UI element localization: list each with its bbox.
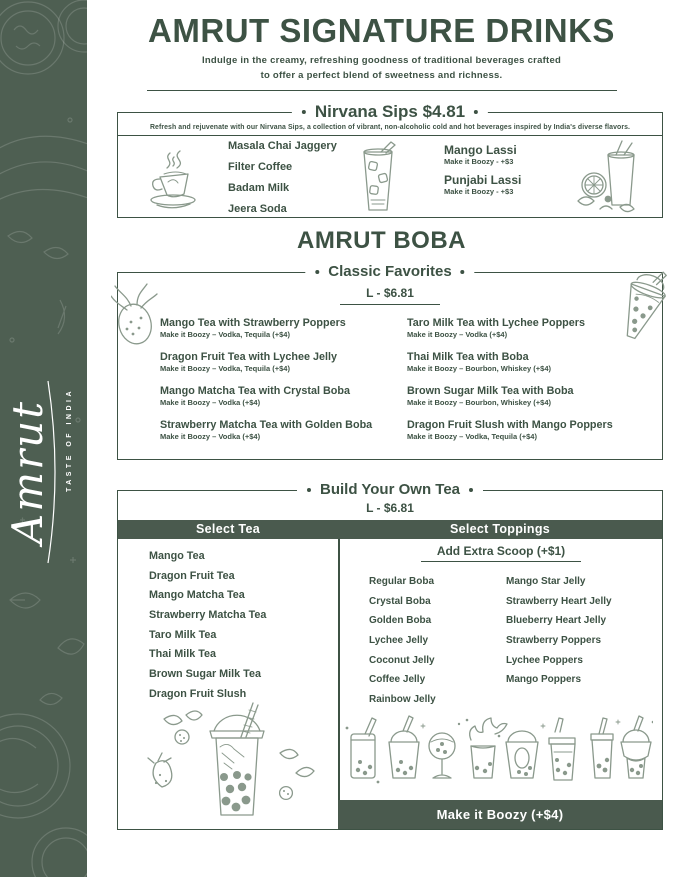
boba-cups-row-icon [345, 712, 653, 794]
page-title: AMRUT SIGNATURE DRINKS [148, 12, 615, 49]
item-name: Dragon Fruit Slush with Mango Poppers [407, 419, 613, 431]
sidebar [0, 0, 87, 877]
brand-logo [3, 362, 70, 582]
tea-option: Brown Sugar Milk Tea [149, 668, 261, 681]
tea-option: Dragon Fruit Tea [149, 569, 235, 582]
menu-item [444, 174, 521, 196]
item-name: Punjabi Lassi [444, 173, 522, 187]
topping-option: Rainbow Jelly [369, 694, 436, 706]
classic-favorites-title-row [305, 263, 474, 280]
select-tea-header: Select Tea [196, 522, 260, 536]
menu-item [407, 317, 613, 339]
bullet-dot-icon [307, 488, 311, 492]
tilted-boba-cup-icon [612, 267, 672, 353]
classic-price-row [118, 284, 662, 305]
menu-item [160, 419, 372, 441]
build-title-row [297, 481, 483, 498]
build-title: Build Your Own Tea [319, 481, 461, 498]
tea-option: Dragon Fruit Slush [149, 687, 247, 700]
item-name: Mango Matcha Tea with Crystal Boba [160, 385, 350, 397]
build-table-header [118, 520, 662, 539]
boba-cup-with-berries-icon [134, 701, 339, 823]
item-boozy-note: Make it Boozy – Bourbon, Whiskey (+$4) [407, 398, 551, 407]
amrut-boba-heading: AMRUT BOBA [297, 227, 466, 254]
item-boozy-note: Make it Boozy – Vodka, Tequila (+$4) [407, 432, 537, 441]
topping-option: Coconut Jelly [369, 654, 435, 666]
nirvana-tagline: Refresh and rejuvenate with our Nirvana Sips, a collection of vibrant, non-alcoholic cold and hot beverages inspired by India's diverse flavors. [118, 113, 662, 136]
item-boozy-note: Make it Boozy – Vodka, Tequila (+$4) [160, 330, 290, 339]
topping-option: Lychee Jelly [369, 635, 429, 647]
subtitle-line-2: to offer a perfect blend of sweetness and richness. [260, 70, 503, 82]
menu-item [160, 317, 372, 339]
menu-item [407, 419, 613, 441]
extra-scoop-header-row [338, 542, 664, 562]
page-header [87, 0, 676, 91]
topping-option: Mango Star Jelly [506, 576, 586, 587]
topping-option: Blueberry Heart Jelly [506, 615, 607, 627]
bullet-dot-icon [461, 270, 465, 274]
menu-item [160, 385, 372, 407]
topping-option: Mango Poppers [506, 674, 582, 686]
tea-option: Strawberry Matcha Tea [149, 609, 267, 622]
topping-option: Golden Boba [369, 615, 432, 627]
tea-option: Taro Milk Tea [149, 628, 217, 641]
item-name: Taro Milk Tea with Lychee Poppers [407, 317, 585, 329]
menu-item [444, 144, 521, 166]
nirvana-sips-section [117, 102, 663, 218]
item-boozy-note: Make it Boozy - +$3 [444, 157, 514, 166]
menu-item [160, 351, 372, 373]
tea-option: Mango Matcha Tea [149, 589, 245, 602]
menu-item: Jeera Soda [228, 203, 287, 215]
topping-option: Coffee Jelly [369, 674, 426, 686]
nirvana-sips-title-row [292, 102, 488, 122]
nirvana-right-list [444, 144, 521, 204]
topping-option: Lychee Poppers [506, 654, 583, 666]
tea-option: Thai Milk Tea [149, 648, 216, 661]
bullet-dot-icon [474, 110, 478, 114]
item-boozy-note: Make it Boozy – Vodka (+$4) [160, 398, 261, 407]
toppings-column-2 [506, 577, 612, 695]
bullet-dot-icon [302, 110, 306, 114]
tea-option: Mango Tea [149, 550, 205, 562]
menu-item [407, 385, 613, 407]
coffee-cup-icon [134, 149, 214, 211]
nirvana-sips-title: Nirvana Sips $4.81 [314, 102, 466, 121]
item-boozy-note: Make it Boozy – Vodka, Tequila (+$4) [160, 364, 290, 373]
iced-soda-glass-icon [355, 140, 401, 214]
item-name: Strawberry Matcha Tea with Golden Boba [160, 419, 373, 431]
brand-tagline: TASTE OF INDIA [66, 387, 73, 493]
menu-item: Masala Chai Jaggery [228, 140, 337, 152]
make-it-boozy-bar: Make it Boozy (+$4) [338, 800, 662, 829]
dragon-fruit-icon [111, 282, 163, 348]
item-name: Dragon Fruit Tea with Lychee Jelly [160, 351, 337, 363]
classic-right-column [407, 317, 613, 453]
topping-option: Strawberry Poppers [506, 635, 602, 647]
classic-favorites-title: Classic Favorites [328, 263, 452, 280]
item-name: Thai Milk Tea with Boba [407, 351, 529, 363]
classic-price: L - $6.81 [340, 286, 440, 305]
topping-option: Strawberry Heart Jelly [506, 595, 612, 607]
lassi-glass-icon [556, 139, 648, 215]
classic-left-column [160, 317, 372, 453]
bullet-dot-icon [315, 270, 319, 274]
bullet-dot-icon [469, 488, 473, 492]
menu-item: Badam Milk [228, 182, 290, 194]
item-name: Mango Lassi [444, 143, 517, 157]
brand-logo-script: Amrut [3, 399, 52, 545]
toppings-column-1 [369, 577, 436, 715]
item-boozy-note: Make it Boozy – Vodka (+$4) [160, 432, 261, 441]
item-name: Brown Sugar Milk Tea with Boba [407, 385, 574, 397]
header-divider [147, 90, 617, 91]
tea-list [149, 551, 266, 709]
menu-item: Filter Coffee [228, 161, 293, 173]
extra-scoop-header: Add Extra Scoop (+$1) [421, 544, 581, 562]
topping-option: Regular Boba [369, 576, 435, 587]
topping-option: Crystal Boba [369, 595, 431, 607]
item-boozy-note: Make it Boozy - +$3 [444, 187, 514, 196]
classic-favorites-section [117, 263, 663, 460]
nirvana-left-list [228, 141, 337, 225]
item-boozy-note: Make it Boozy – Vodka (+$4) [407, 330, 508, 339]
menu-item [407, 351, 613, 373]
item-boozy-note: Make it Boozy – Bourbon, Whiskey (+$4) [407, 364, 551, 373]
build-your-own-tea-section [117, 481, 663, 830]
subtitle-line-1: Indulge in the creamy, refreshing goodness of traditional beverages crafted [201, 55, 562, 66]
select-toppings-header: Select Toppings [449, 522, 551, 536]
item-name: Mango Tea with Strawberry Poppers [160, 317, 346, 329]
page-subtitle [87, 53, 676, 83]
build-price: L - $6.81 [366, 501, 414, 515]
